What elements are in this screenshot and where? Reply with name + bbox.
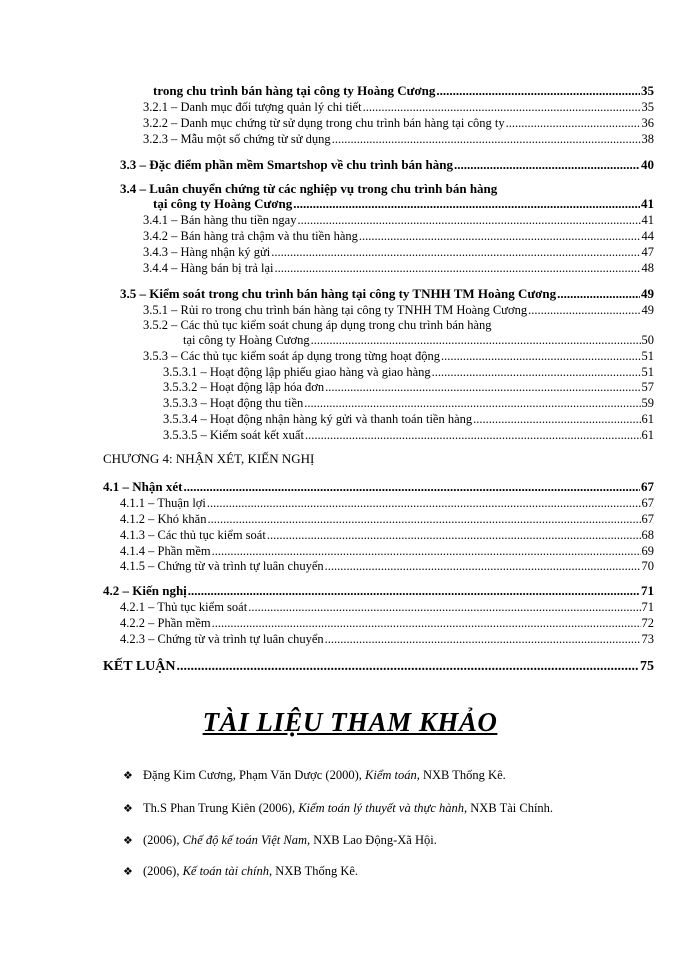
- toc-page-number: 68: [641, 528, 654, 542]
- toc-entry[interactable]: [163, 363, 654, 379]
- toc-entry[interactable]: [163, 426, 654, 442]
- toc-entry-text: tại công ty Hoàng Cương: [183, 333, 310, 347]
- toc-page-number: 67: [641, 512, 654, 526]
- toc-page-number: 36: [641, 116, 654, 130]
- reference-item: ❖ Đặng Kim Cương, Phạm Văn Dược (2000), Kiểm toán, NXB Thống Kê.: [123, 768, 506, 782]
- toc-entry-text: 4.1.2 – Khó khăn: [120, 512, 207, 526]
- toc-page-number: 69: [641, 544, 654, 558]
- toc-page-number: 61: [641, 428, 654, 442]
- toc-entry-text: 4.1.1 – Thuận lợi: [120, 496, 206, 510]
- diamond-bullet-icon: ❖: [123, 865, 133, 878]
- toc-page-number: 41: [641, 213, 654, 227]
- toc-entry-text: 4.1.4 – Phần mềm: [120, 544, 211, 558]
- reference-item: ❖ (2006), Kế toán tài chính, NXB Thống Kê.: [123, 864, 359, 878]
- toc-page-number: 57: [641, 380, 654, 394]
- toc-page-number: 47: [641, 245, 654, 259]
- references-title: TÀI LIỆU THAM KHẢO: [202, 707, 498, 737]
- toc-page-number: 41: [641, 196, 654, 211]
- toc-entry-section[interactable]: [103, 582, 654, 598]
- toc-entry-text: 4.1.3 – Các thủ tục kiểm soát: [120, 528, 266, 542]
- toc-entry[interactable]: [120, 614, 654, 630]
- toc-entry[interactable]: [120, 542, 654, 558]
- toc-entry-text: 3.4.4 – Hàng bán bị trả lại: [143, 261, 274, 275]
- toc-entry-section[interactable]: [120, 285, 654, 301]
- chapter-heading: CHƯƠNG 4: NHẬN XÉT, KIẾN NGHỊ: [103, 451, 315, 466]
- toc-page-number: 49: [641, 286, 654, 301]
- toc-entry-section[interactable]: [153, 195, 654, 211]
- toc-page-number: 75: [640, 659, 654, 674]
- toc-entry-text: 3.2.2 – Danh mục chứng từ sử dụng trong chu trình bán hàng tại công ty: [143, 116, 505, 130]
- toc-entry-text: 3.5.1 – Rủi ro trong chu trình bán hàng tại công ty TNHH TM Hoàng Cương: [143, 303, 528, 317]
- toc-entry[interactable]: [120, 557, 654, 573]
- toc-entry-text: 3.5.3.2 – Hoạt động lập hóa đơn: [163, 380, 325, 394]
- toc-entry[interactable]: [120, 510, 654, 526]
- toc-page-number: 70: [641, 559, 654, 573]
- toc-entry[interactable]: [163, 378, 654, 394]
- toc-entry[interactable]: [143, 243, 654, 259]
- toc-page-number: 44: [641, 229, 654, 243]
- toc-entry-text: 4.2.3 – Chứng từ và trình tự luân chuyển: [120, 632, 324, 646]
- diamond-bullet-icon: ❖: [123, 769, 133, 782]
- toc-entry-text: 4.1.5 – Chứng từ và trình tự luân chuyển: [120, 559, 324, 573]
- toc-page-number: 61: [641, 412, 654, 426]
- toc-page-number: 59: [641, 396, 654, 410]
- toc-entry-section[interactable]: [103, 478, 654, 494]
- diamond-bullet-icon: ❖: [123, 834, 133, 847]
- toc-entry[interactable]: [143, 130, 654, 146]
- toc-page-number: 35: [641, 100, 654, 114]
- toc-entry-section[interactable]: [120, 156, 654, 172]
- toc-page-number: 35: [641, 83, 654, 98]
- toc-entry[interactable]: [120, 526, 654, 542]
- toc-entry-text: 3.2.3 – Mẫu một số chứng từ sử dụng: [143, 132, 331, 146]
- toc-entry[interactable]: [120, 598, 654, 614]
- toc-entry[interactable]: [143, 347, 654, 363]
- toc-page-number: 49: [641, 303, 654, 317]
- toc-page-number: 48: [641, 261, 654, 275]
- toc-page-number: 72: [641, 616, 654, 630]
- toc-entry-text: 3.5.3.1 – Hoạt động lập phiếu giao hàng và giao hàng: [163, 365, 431, 379]
- toc-entry-text: 4.2.2 – Phần mềm: [120, 616, 211, 630]
- toc-entry-text: 3.5 – Kiểm soát trong chu trình bán hàng tại công ty TNHH TM Hoàng Cương: [120, 286, 557, 301]
- toc-entry-text: 4.2.1 – Thủ tục kiểm soát: [120, 600, 248, 614]
- toc-entry[interactable]: [143, 259, 654, 275]
- toc-entry-line1[interactable]: 3.5.2 – Các thủ tục kiểm soát chung áp dụng trong chu trình bán hàng: [143, 318, 492, 332]
- toc-entry[interactable]: [143, 301, 654, 317]
- toc-entry[interactable]: [143, 227, 654, 243]
- toc-page-number: 51: [641, 349, 654, 363]
- toc-entry-text: 4.2 – Kiến nghị: [103, 583, 187, 598]
- toc-entry-text: 3.5.3.3 – Hoạt động thu tiền: [163, 396, 304, 410]
- toc-entry-conclusion[interactable]: [103, 656, 654, 674]
- toc-entry-text: 3.5.3.4 – Hoạt động nhận hàng ký gửi và thanh toán tiền hàng: [163, 412, 473, 426]
- toc-entry[interactable]: [120, 494, 654, 510]
- toc-entry-text: 3.4.2 – Bán hàng trả chậm và thu tiền hàng: [143, 229, 358, 243]
- toc-entry-text: 3.4.1 – Bán hàng thu tiền ngay: [143, 213, 297, 227]
- toc-entry-text: trong chu trình bán hàng tại công ty Hoàng Cương: [153, 83, 436, 98]
- toc-page-number: 71: [641, 583, 654, 598]
- toc-page-number: 67: [641, 479, 654, 494]
- toc-entry-text: KẾT LUẬN: [103, 659, 176, 674]
- toc-page-number: 71: [641, 600, 654, 614]
- toc-entry-text: 3.4.3 – Hàng nhận ký gửi: [143, 245, 271, 259]
- toc-page-number: 38: [641, 132, 654, 146]
- toc-entry-text: 4.1 – Nhận xét: [103, 479, 183, 494]
- toc-entry-text: 3.5.3.5 – Kiểm soát kết xuất: [163, 428, 304, 442]
- toc-page-number: 51: [641, 365, 654, 379]
- toc-entry-text: 3.5.3 – Các thủ tục kiểm soát áp dụng trong từng hoạt động: [143, 349, 441, 363]
- toc-entry-section-line1[interactable]: 3.4 – Luân chuyển chứng từ các nghiệp vụ trong chu trình bán hàng: [120, 181, 498, 196]
- toc-entry-3-2-heading[interactable]: [153, 82, 654, 98]
- toc-page-number: 73: [641, 632, 654, 646]
- toc-entry[interactable]: [183, 331, 654, 347]
- toc-entry[interactable]: [143, 211, 654, 227]
- toc-entry[interactable]: [120, 630, 654, 646]
- toc-page-number: 67: [641, 496, 654, 510]
- toc-entry-text: 3.3 – Đặc điểm phần mềm Smartshop về chu trình bán hàng: [120, 157, 453, 172]
- toc-entry-text: tại công ty Hoàng Cương: [153, 196, 293, 211]
- toc-entry[interactable]: [163, 410, 654, 426]
- diamond-bullet-icon: ❖: [123, 802, 133, 815]
- toc-entry-text: 3.2.1 – Danh mục đối tượng quản lý chi tiết: [143, 100, 362, 114]
- toc-entry[interactable]: [163, 394, 654, 410]
- reference-item: ❖ (2006), Chế độ kế toán Việt Nam, NXB Lao Động-Xã Hội.: [123, 833, 437, 847]
- reference-item: ❖ Th.S Phan Trung Kiên (2006), Kiểm toán lý thuyết và thực hành, NXB Tài Chính.: [123, 801, 554, 815]
- toc-entry[interactable]: [143, 114, 654, 130]
- toc-entry[interactable]: [143, 98, 654, 114]
- toc-page-number: 50: [641, 333, 654, 347]
- toc-page-number: 40: [641, 157, 654, 172]
